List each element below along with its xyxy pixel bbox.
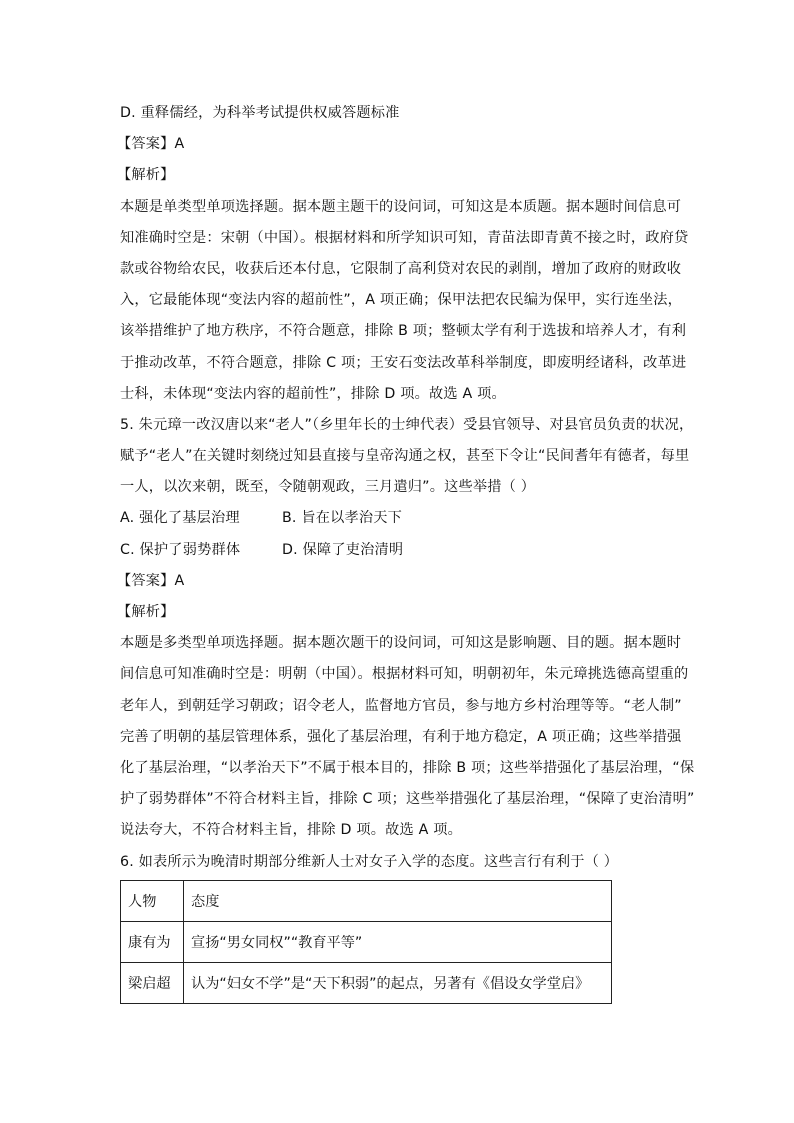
q4-analysis-line: 士科，未体现“变法内容的超前性”，排除 D 项。故选 A 项。 — [120, 385, 506, 402]
q4-analysis — [120, 192, 689, 410]
q5-option-a: A. 强化了基层治理 — [120, 510, 240, 527]
q5-stem-line: 赋予“老人”在关键时刻绕过知县直接与皇帝沟通之权，甚至下令让“民间耆年有德者，每里 — [120, 448, 690, 465]
q4-analysis-line: 入，它最能体现“变法内容的超前性”，A 项正确；保甲法把农民编为保甲，实行连坐法， — [120, 292, 683, 309]
q5-analysis-line: 间信息可知准确时空是：明朝（中国）。根据材料可知，明朝初年，朱元璋挑选德高望重的 — [120, 666, 689, 683]
table-cell-person: 梁启超 — [121, 962, 184, 1003]
q5-option-d: D. 保障了吏治清明 — [282, 541, 404, 558]
q4-analysis-line: 于推动改革，不符合题意，排除 C 项；王安石变法改革科举制度，即废明经诸科，改革进 — [120, 354, 687, 371]
q5-analysis-line: 说法夸大，不符合材料主旨，排除 D 项。故选 A 项。 — [120, 822, 463, 839]
table-header-cell: 态度 — [184, 880, 612, 921]
q5-analysis-line: 本题是多类型单项选择题。据本题次题干的设问词，可知这是影响题、目的题。据本题时 — [120, 635, 682, 652]
q4-analysis-line: 款或谷物给农民，收获后还本付息，它限制了高利贷对农民的剥削，增加了政府的财政收 — [120, 260, 682, 277]
q5-stem — [120, 410, 694, 504]
q4-option-d: D. 重释儒经，为科举考试提供权威答题标准 — [120, 105, 400, 121]
q5-analysis-line: 化了基层治理，“以孝治天下”不属于根本目的，排除 B 项；这些举措强化了基层治理，“保 — [120, 759, 695, 776]
q5-stem-line: 5. 朱元璋一改汉唐以来“老人”（乡里年长的士绅代表）受县官领导、对县官员负责的状况， — [120, 416, 694, 433]
q5-answer: 【答案】A — [117, 572, 185, 589]
q5-options-row-2 — [120, 535, 680, 566]
table-header-row — [121, 880, 612, 921]
q5-analysis-line: 护了弱势群体”不符合材料主旨，排除 C 项；这些举措强化了基层治理，“保障了吏治清明” — [120, 791, 695, 808]
table-cell-attitude: 宣扬“男女同权”“教育平等” — [184, 921, 612, 962]
table-header-cell: 人物 — [121, 880, 184, 921]
q5-stem-line: 一人，以次来朝，既至，令随朝观政，三月遣归”。这些举措（ ） — [120, 479, 536, 496]
table-cell-person: 康有为 — [121, 921, 184, 962]
q4-analysis-line: 本题是单类型单项选择题。据本题主题干的设问词，可知这是本质题。据本题时间信息可 — [120, 198, 682, 215]
q6-stem: 6. 如表所示为晚清时期部分维新人士对女子入学的态度。这些言行有利于（ ） — [120, 853, 619, 870]
reformers-attitude-table — [120, 880, 612, 1004]
q5-analysis — [120, 628, 695, 846]
table-row — [121, 962, 612, 1003]
table-row — [121, 921, 612, 962]
q5-options-row-1 — [120, 503, 680, 534]
q4-analysis-line: 知准确时空是：宋朝（中国）。根据材料和所学知识可知，青苗法即青黄不接之时，政府贷 — [120, 229, 689, 246]
q5-analysis-line: 完善了明朝的基层管理体系，强化了基层治理，有利于地方稳定，A 项正确；这些举措强 — [120, 728, 682, 745]
q5-analysis-line: 老年人，到朝廷学习朝政；诏令老人，监督地方官员，参与地方乡村治理等等。“老人制” — [120, 697, 682, 714]
document-page — [117, 98, 695, 1004]
q4-analysis-label: 【解析】 — [117, 167, 175, 184]
q4-analysis-line: 该举措维护了地方秩序，不符合题意，排除 B 项；整顿太学有利于选拔和培养人才，有利 — [120, 323, 687, 340]
table-cell-attitude: 认为“妇女不学”是“天下积弱”的起点，另著有《倡设女学堂启》 — [184, 962, 612, 1003]
q5-analysis-label: 【解析】 — [117, 604, 175, 620]
q5-option-c: C. 保护了弱势群体 — [120, 541, 241, 558]
q4-answer: 【答案】A — [117, 136, 185, 153]
q5-option-b: B. 旨在以孝治天下 — [282, 510, 403, 527]
